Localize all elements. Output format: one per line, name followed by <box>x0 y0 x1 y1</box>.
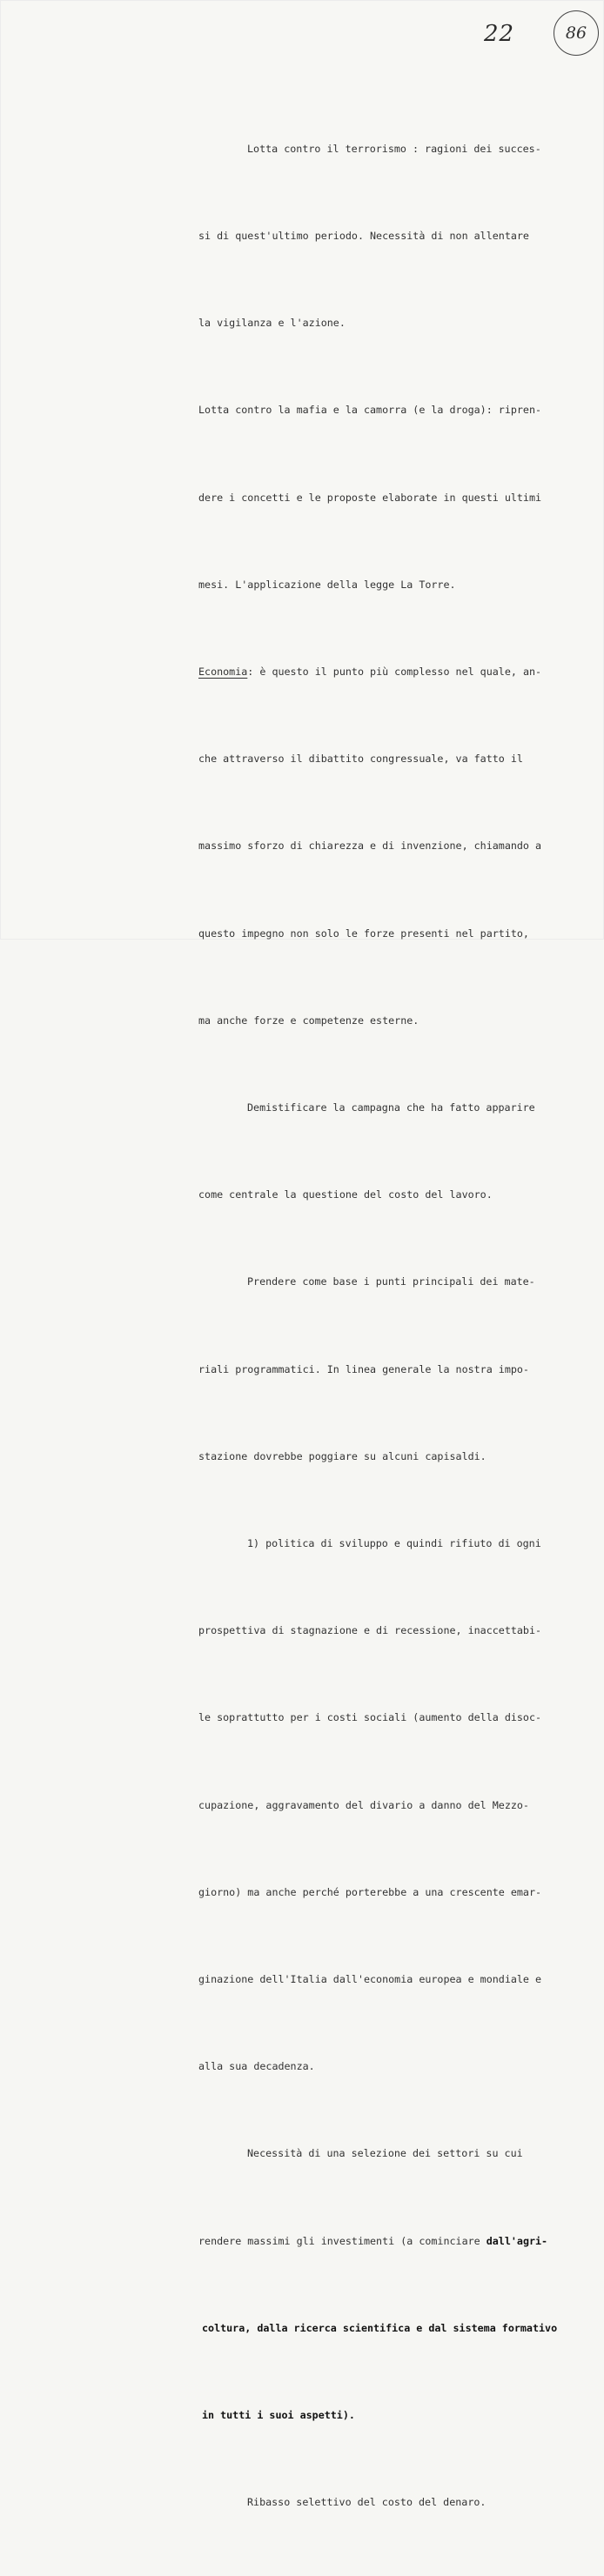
text-line: stazione dovrebbe poggiare su alcuni capisaldi. <box>198 1449 487 1462</box>
text-line: le soprattutto per i costi sociali (aumento della disoc- <box>198 1711 542 1724</box>
document-body <box>198 77 564 2576</box>
text-line: Ribasso selettivo del costo del denaro. <box>247 2496 487 2509</box>
economia-heading: Economia <box>198 666 248 679</box>
text-line: ma anche forze e competenze esterne. <box>198 1014 419 1027</box>
text-line-mixed <box>198 2227 564 2256</box>
text-line: Demistificare la campagna che ha fatto apparire <box>247 1101 535 1114</box>
text-line: mesi. L'applicazione della legge La Torre. <box>198 578 456 591</box>
retyped-text-line: coltura, dalla ricerca scientifica e dal sistema formativo <box>202 2321 558 2334</box>
text-line: Necessità di una selezione dei settori su cui <box>247 2147 523 2160</box>
text-line: Prendere come base i punti principali dei mate- <box>247 1275 535 1288</box>
text-line-economia <box>198 658 564 686</box>
text-line: cupazione, aggravamento del divario a danno del Mezzo- <box>198 1798 529 1811</box>
text-line: prospettiva di stagnazione e di recessione, inaccettabi- <box>198 1624 542 1637</box>
text-line: massimo sforzo di chiarezza e di invenzione, chiamando a <box>198 840 542 853</box>
text-line: alla sua decadenza. <box>198 2060 315 2073</box>
text-line: si di quest'ultimo periodo. Necessità di non allentare <box>198 230 529 243</box>
handwritten-page-number: 22 <box>484 21 515 47</box>
text-line: 1) politica di sviluppo e quindi rifiuto di ogni <box>247 1537 541 1550</box>
text-line: riali programmatici. In linea generale la nostra impo- <box>198 1362 529 1375</box>
economia-text: : è questo il punto più complesso nel quale, an- <box>247 666 542 679</box>
retyped-text: dall'agri- <box>486 2234 548 2247</box>
page-number-stamp: 86 <box>554 10 599 56</box>
text-line: come centrale la questione del costo del lavoro. <box>198 1188 493 1201</box>
text-line: la vigilanza e l'azione. <box>198 317 346 330</box>
text-line: ginazione dell'Italia dall'economia europea e mondiale e <box>198 1973 542 1986</box>
text-line: questo impegno non solo le forze presenti nel partito, <box>198 927 529 940</box>
text-line: giorno) ma anche perché porterebbe a una crescente emar- <box>198 1885 542 1898</box>
text-line: dere i concetti e le proposte elaborate in questi ultimi <box>198 491 542 504</box>
text-line-part: rendere massimi gli investimenti (a cominciare <box>198 2234 487 2247</box>
text-line: Lotta contro la mafia e la camorra (e la droga): ripren- <box>198 404 542 417</box>
text-line: che attraverso il dibattito congressuale, va fatto il <box>198 753 523 766</box>
retyped-text-line: in tutti i suoi aspetti). <box>202 2409 355 2422</box>
text-line: Lotta contro il terrorismo : ragioni dei succes- <box>247 142 541 155</box>
